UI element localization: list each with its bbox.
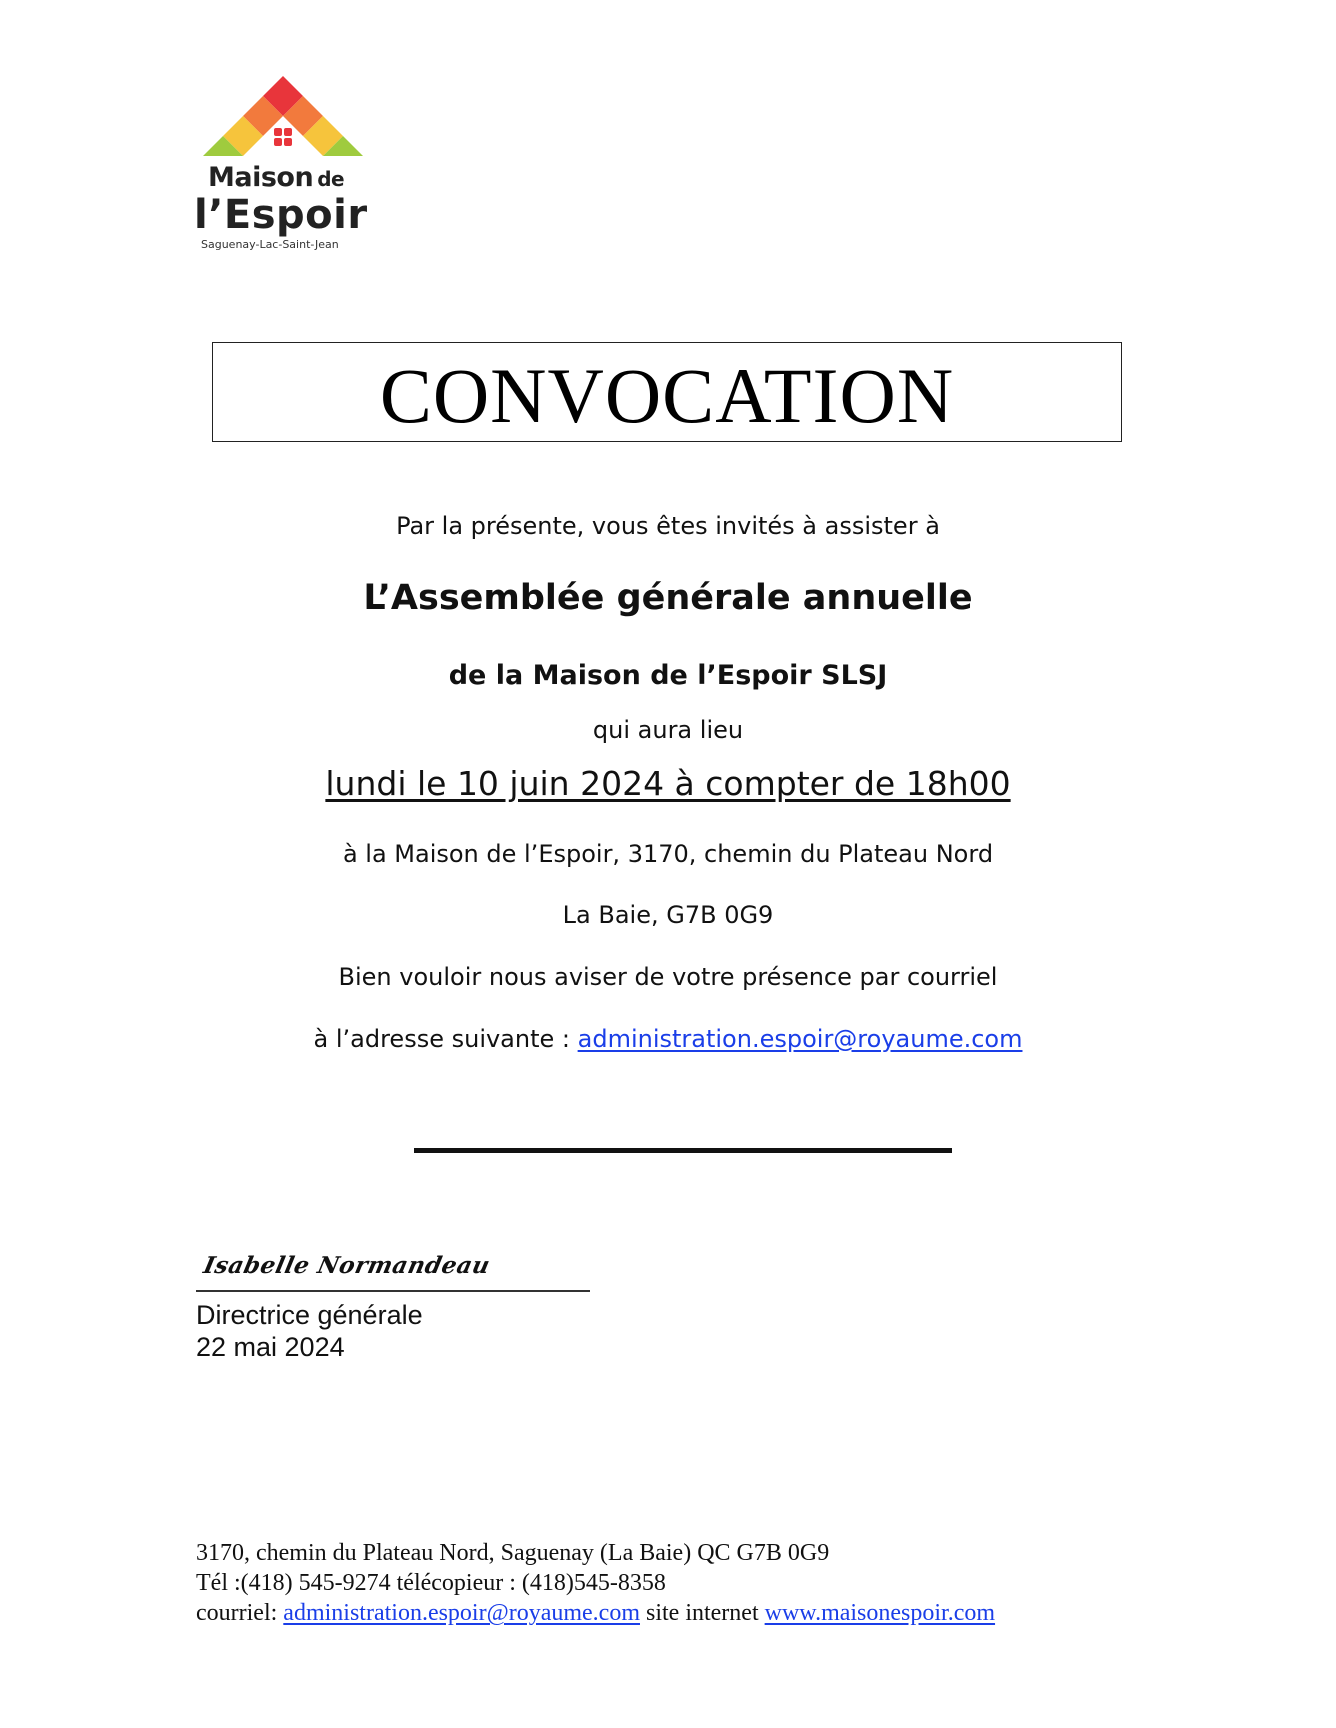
footer-contact	[196, 1598, 995, 1628]
organization-heading: de la Maison de l’Espoir SLSJ	[448, 660, 888, 691]
rsvp-email-link[interactable]: administration.espoir@royaume.com	[577, 1025, 1023, 1053]
logo	[190, 74, 380, 264]
assembly-heading: L’Assemblée générale annuelle	[363, 578, 973, 618]
event-city: La Baie, G7B 0G9	[562, 901, 774, 929]
house-roof-icon	[200, 74, 366, 158]
signature-date: 22 mai 2024	[196, 1332, 345, 1362]
rsvp-email-line	[0, 1025, 1336, 1053]
logo-text-maison: Maison de	[208, 162, 345, 193]
event-date: lundi le 10 juin 2024 à compter de 18h00	[325, 764, 1011, 803]
page-title: CONVOCATION	[379, 352, 955, 439]
footer	[196, 1538, 995, 1628]
footer-phone: Tél :(418) 545-9274 télécopieur : (418)545-8358	[196, 1570, 666, 1596]
rsvp-text: Bien vouloir nous aviser de votre présence par courriel	[338, 963, 998, 991]
email-prefix: à l’adresse suivante :	[313, 1025, 578, 1053]
logo-text-espoir: l’Espoir	[194, 192, 368, 238]
lieu-text: qui aura lieu	[592, 716, 744, 744]
title-box	[212, 342, 1122, 442]
intro-text: Par la présente, vous êtes invités à assister à	[396, 512, 940, 540]
event-address: à la Maison de l’Espoir, 3170, chemin du Plateau Nord	[342, 840, 994, 868]
family-icon	[274, 128, 292, 146]
divider	[414, 1148, 952, 1153]
signatory-role: Directrice générale	[196, 1300, 423, 1330]
footer-address: 3170, chemin du Plateau Nord, Saguenay (La Baie) QC G7B 0G9	[196, 1540, 830, 1566]
logo-text-region: Saguenay-Lac-Saint-Jean	[201, 238, 339, 251]
signature: Isabelle Normandeau	[201, 1252, 493, 1279]
footer-email-label: courriel:	[196, 1600, 284, 1626]
footer-email-link[interactable]: administration.espoir@royaume.com	[283, 1600, 640, 1626]
footer-site-link[interactable]: www.maisonespoir.com	[764, 1600, 996, 1626]
footer-site-label: site internet	[639, 1600, 765, 1626]
signature-line	[196, 1290, 590, 1292]
